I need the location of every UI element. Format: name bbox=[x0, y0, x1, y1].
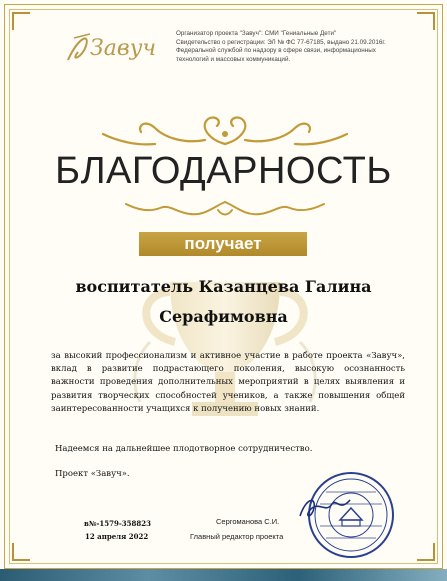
certificate-title: БЛАГОДАРНОСТЬ bbox=[55, 150, 392, 192]
corner-ornament bbox=[417, 12, 435, 30]
organizer-info bbox=[176, 30, 406, 64]
logo-text: Завуч bbox=[90, 36, 157, 61]
editor-title: Главный редактор проекта bbox=[190, 532, 284, 541]
corner-ornament bbox=[417, 543, 435, 561]
corner-ornament bbox=[12, 543, 30, 561]
document-date: 12 апреля 2022 bbox=[85, 532, 149, 541]
flourish-ornament-icon bbox=[120, 196, 330, 222]
flourish-ornament-icon bbox=[95, 110, 355, 150]
bottom-decorative-strip bbox=[0, 569, 447, 581]
organizer-line: Свидетельство о регистрации: ЭЛ № ФС 77-67185, выдано 21.09.2016г. bbox=[176, 38, 386, 46]
organizer-line: Организатор проекта "Завуч": СМИ "Гениальные Дети" bbox=[176, 30, 337, 37]
recipient-line: Серафимовна bbox=[159, 307, 288, 326]
document-number: в№-1579-358823 bbox=[84, 519, 151, 528]
signature-icon bbox=[296, 490, 356, 524]
organizer-line: Федеральной службой по надзору в сфере связи, информационных bbox=[176, 47, 376, 55]
body-paragraph: за высокий профессионализм и активное участие в работе проекта «Завуч», вклад в развитие подрастающего поколения, высокую осознанность важности проведения дополнительных мероприятий в целях выявления и развития творческих способностей учеников, а также повышения общей заинтересованности учащихся к получению новых знаний. bbox=[51, 351, 405, 414]
organizer-line: технологий и массовых коммуникаций. bbox=[176, 55, 291, 63]
editor-name: Сергоманова С.И. bbox=[216, 517, 280, 526]
corner-ornament bbox=[12, 12, 30, 30]
body-paragraph: Проект «Завуч». bbox=[55, 469, 130, 479]
body-paragraph: Надеемся на дальнейшее плодотворное сотрудничество. bbox=[55, 444, 313, 454]
recipient-line: воспитатель Казанцева Галина bbox=[75, 277, 372, 296]
recipient-name bbox=[20, 272, 427, 332]
receives-banner: получает bbox=[139, 232, 307, 256]
